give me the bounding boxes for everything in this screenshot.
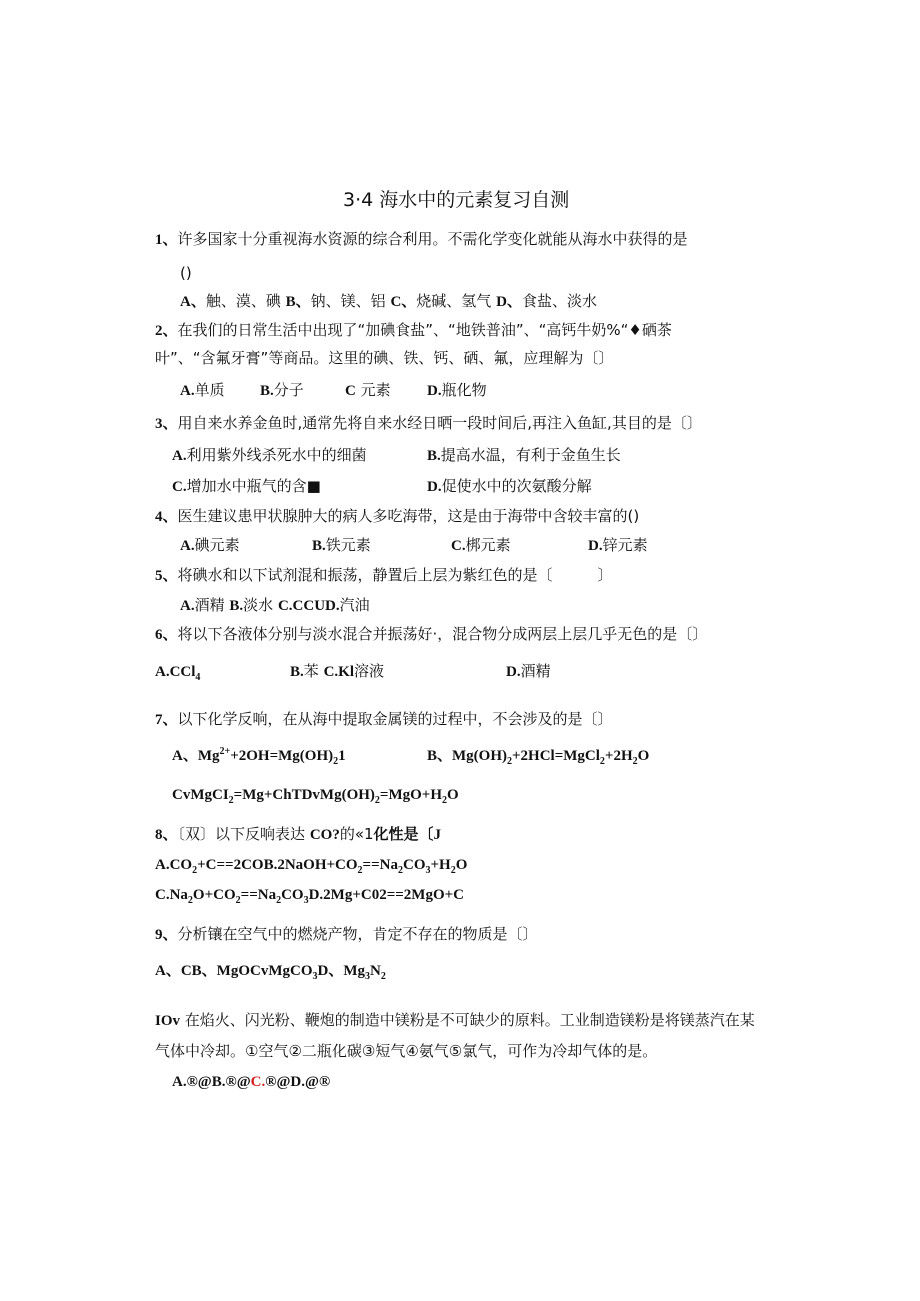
- question-4: [155, 507, 639, 526]
- options-part: ®@D.@®: [265, 1074, 331, 1090]
- question-1: [155, 230, 688, 249]
- question-5-options: [180, 596, 370, 615]
- page-title: 3·4 海水中的元素复习自测: [343, 189, 570, 211]
- question-6-option-d: [506, 662, 551, 681]
- option-c-label: C: [345, 383, 356, 399]
- question-6-option-a: [155, 662, 200, 681]
- formula-subscript: 2: [187, 895, 193, 906]
- option-b-label: B、: [285, 294, 311, 310]
- formula-subscript: 2: [380, 971, 386, 982]
- question-stem: 分析镶在空气中的燃烧产物，肯定不存在的物质是〔〕: [177, 925, 538, 943]
- question-3: [155, 414, 702, 433]
- option-c-label: C.: [250, 1074, 266, 1090]
- question-stem-part: 〔双〕以下反响表达: [177, 825, 306, 843]
- formula-part: CO: [402, 857, 426, 873]
- option-d: 瓶化物: [441, 381, 487, 399]
- question-4-option-d: [588, 536, 648, 555]
- option-c: 梆元素: [465, 536, 511, 554]
- option-b-label: B.: [260, 383, 274, 399]
- formula-part: +H: [430, 857, 451, 873]
- formula-subscript: 2: [599, 756, 605, 767]
- question-4-option-b: [312, 536, 371, 555]
- question-stem-line-2: 叶”、“含氟牙膏”等商品。这里的碘、铁、钙、硒、氟，应理解为〔〕: [155, 349, 614, 367]
- option-a-label: A.: [180, 383, 195, 399]
- question-2-option-b: [260, 381, 304, 400]
- question-number: 4、: [155, 509, 178, 525]
- question-1-options: [180, 292, 597, 311]
- formula-subscript: 3: [425, 865, 431, 876]
- formula-part: =MgO+H: [379, 787, 443, 803]
- question-3-option-b: [427, 446, 621, 465]
- formula-part: O: [455, 857, 468, 873]
- option-c: 溶液: [353, 662, 384, 680]
- formula-part: N: [370, 963, 381, 979]
- option-d-label: D.: [427, 383, 442, 399]
- options-part: A.®@B.®@: [172, 1074, 251, 1090]
- formula-part: A.CO: [155, 857, 193, 873]
- option-d-label: D.: [506, 664, 521, 680]
- question-stem-formula: CO?: [309, 827, 340, 843]
- option-d: 促使水中的次氨酸分解: [441, 477, 592, 495]
- formula-part: +C==2COB.2NaOH+CO: [197, 857, 358, 873]
- formula-part: D.2Mg+C02==2MgO+C: [308, 887, 464, 903]
- option-d-label: D.: [427, 479, 442, 495]
- question-2: [155, 321, 672, 340]
- option-a-label: A.: [172, 448, 187, 464]
- formula-subscript: 2: [450, 865, 456, 876]
- option-cd-label: C.CCUD.: [277, 598, 340, 614]
- formula-part: A、CB、MgOCvMgCO: [155, 963, 313, 979]
- question-3-option-d: [427, 477, 592, 496]
- formula-part: D、Mg: [317, 963, 365, 979]
- option-d-label: D.: [588, 538, 603, 554]
- formula-part: O: [637, 748, 650, 764]
- option-a-label: A.CCl: [155, 664, 196, 680]
- question-number: 5、: [155, 568, 178, 584]
- option-a: 利用紫外线杀死水中的细菌: [186, 446, 367, 464]
- formula-part: =Mg+ChTDvMg(OH): [233, 787, 375, 803]
- formula-part: CO: [281, 887, 304, 903]
- formula-part: ==Na: [362, 857, 398, 873]
- question-stem: 许多国家十分重视海水资源的综合利用。不需化学变化就能从海水中获得的是: [177, 230, 688, 248]
- question-number: 3、: [155, 416, 178, 432]
- question-stem-line-2: 气体中冷却。①空气②二瓶化碳③短气④氨气⑤氯气，可作为冷却气体的是。: [155, 1042, 658, 1060]
- formula-subscript: 2: [228, 795, 234, 806]
- option-d: 酒精: [520, 662, 551, 680]
- formula-part: +2HCl=MgCl: [512, 748, 600, 764]
- formula-subscript: 2: [507, 756, 512, 767]
- question-8: [155, 825, 441, 844]
- formula-subscript: 2: [374, 795, 380, 806]
- question-number: 2、: [155, 323, 178, 339]
- option-b-label: B.: [312, 538, 326, 554]
- question-stem: 以下化学反响，在从海中提取金属镁的过程中，不会涉及的是〔〕: [177, 710, 613, 728]
- formula-subscript: 2: [235, 895, 241, 906]
- question-number: 9、: [155, 927, 178, 943]
- question-stem: 医生建议患甲状腺肿大的病人多吃海带，这是由于海带中含较丰富的(): [177, 507, 640, 525]
- question-3-option-a: [172, 446, 367, 465]
- question-10-options: [172, 1073, 330, 1091]
- question-number: 6、: [155, 627, 178, 643]
- question-number: IOv: [155, 1013, 181, 1029]
- question-4-option-a: [180, 536, 240, 555]
- formula-part: C.Na: [155, 887, 188, 903]
- formula-subscript: 2: [442, 795, 448, 806]
- option-d: 锌元素: [602, 536, 648, 554]
- formula-subscript: 2: [192, 865, 198, 876]
- question-2-option-d: [427, 381, 487, 400]
- option-c: 烧碱、氢气: [416, 292, 492, 310]
- option-b-label: B.: [290, 664, 304, 680]
- option-b: 铁元素: [325, 536, 371, 554]
- formula-part: ==Na: [240, 887, 277, 903]
- option-c-label: C.: [172, 479, 187, 495]
- formula-subscript: 3: [365, 971, 370, 982]
- option-a-label: A、: [180, 294, 206, 310]
- option-a: 触、漠、碘: [205, 292, 281, 310]
- option-c: 元素: [360, 381, 391, 399]
- option-d-label: D、: [496, 294, 522, 310]
- formula-part: B、Mg(OH): [427, 748, 507, 764]
- formula-part: O+CO: [192, 887, 236, 903]
- question-6: [155, 625, 707, 644]
- option-d: 汽油: [339, 596, 370, 614]
- option-c: 增加水中瓶气的含■: [186, 477, 321, 495]
- option-b: 苯: [303, 662, 319, 680]
- question-stem-line-1: 在焰火、闪光粉、鞭炮的制造中镁粉是不可缺少的原料。工业制造镁粉是将镁蒸汽在某: [184, 1011, 755, 1029]
- formula-part: A、Mg: [172, 748, 220, 764]
- question-stem: 用自来水养金鱼时,通常先将自来水经日晒一段时间后,再注入鱼缸,其目的是〔〕: [177, 414, 702, 432]
- question-8-options-line-1: [155, 856, 467, 874]
- question-10: [155, 1011, 755, 1030]
- option-b: 淡水: [243, 596, 274, 614]
- question-9: [155, 925, 538, 944]
- option-c-label: C.: [451, 538, 466, 554]
- formula-part: +2OH=Mg(OH): [230, 748, 334, 764]
- option-a-label: A.: [180, 538, 195, 554]
- question-4-option-c: [451, 536, 511, 555]
- formula-subscript: 3: [312, 971, 318, 982]
- question-5: [155, 566, 613, 585]
- option-a: 碘元素: [194, 536, 240, 554]
- option-a: 单质: [194, 381, 225, 399]
- formula-subscript: 2: [333, 756, 339, 767]
- question-7-option-b: [427, 747, 649, 765]
- formula-superscript: 2+: [219, 746, 231, 757]
- question-stem-line-1: 在我们的日常生活中出现了“加碘食盐”、“地铁普油”、“高钙牛奶%“♦硒茶: [177, 321, 672, 339]
- option-a: 酒精: [194, 596, 225, 614]
- question-number: 7、: [155, 712, 178, 728]
- option-c-label: C.Kl: [323, 664, 354, 680]
- option-a-label: A.: [180, 598, 195, 614]
- question-stem: 将以下各液体分别与淡水混合并振荡好·，混合物分成两层上层几乎无色的是〔〕: [177, 625, 708, 643]
- formula-part: 1: [338, 748, 346, 764]
- formula-part: CvMgCI: [172, 787, 229, 803]
- option-a-subscript: 4: [195, 672, 201, 683]
- question-6-option-bc: [290, 662, 384, 681]
- question-stem: 将碘水和以下试剂混和振荡，静置后上层为紫红色的是〔 〕: [177, 566, 613, 584]
- formula-subscript: 2: [632, 756, 638, 767]
- question-7: [155, 710, 613, 729]
- option-c-label: C、: [390, 294, 417, 310]
- question-stem-tail: 化性是〔J: [373, 827, 442, 843]
- formula-subscript: 2: [397, 865, 403, 876]
- option-d: 食盐、淡水: [521, 292, 597, 310]
- question-stem-part: 的«1: [339, 825, 374, 843]
- answer-blank: (): [180, 264, 192, 282]
- question-number: 1、: [155, 232, 178, 248]
- formula-part: +2H: [604, 748, 633, 764]
- formula-subscript: 2: [357, 865, 363, 876]
- option-b-label: B.: [229, 598, 244, 614]
- question-2-option-c: [345, 381, 391, 400]
- formula-part: O: [447, 787, 459, 803]
- formula-subscript: 2: [276, 895, 282, 906]
- formula-subscript: 3: [303, 895, 309, 906]
- question-number: 8、: [155, 827, 178, 843]
- option-b: 分子: [273, 381, 304, 399]
- question-9-options: [155, 962, 386, 980]
- question-7-option-cd: [172, 786, 459, 804]
- question-8-options-line-2: [155, 886, 464, 904]
- option-b: 钠、镁、铝: [310, 292, 386, 310]
- option-b-label: B.: [427, 448, 441, 464]
- question-2-option-a: [180, 381, 225, 400]
- option-b: 提高水温，有利于金鱼生长: [440, 446, 621, 464]
- question-3-option-c: [172, 477, 321, 496]
- question-7-option-a: [172, 747, 346, 765]
